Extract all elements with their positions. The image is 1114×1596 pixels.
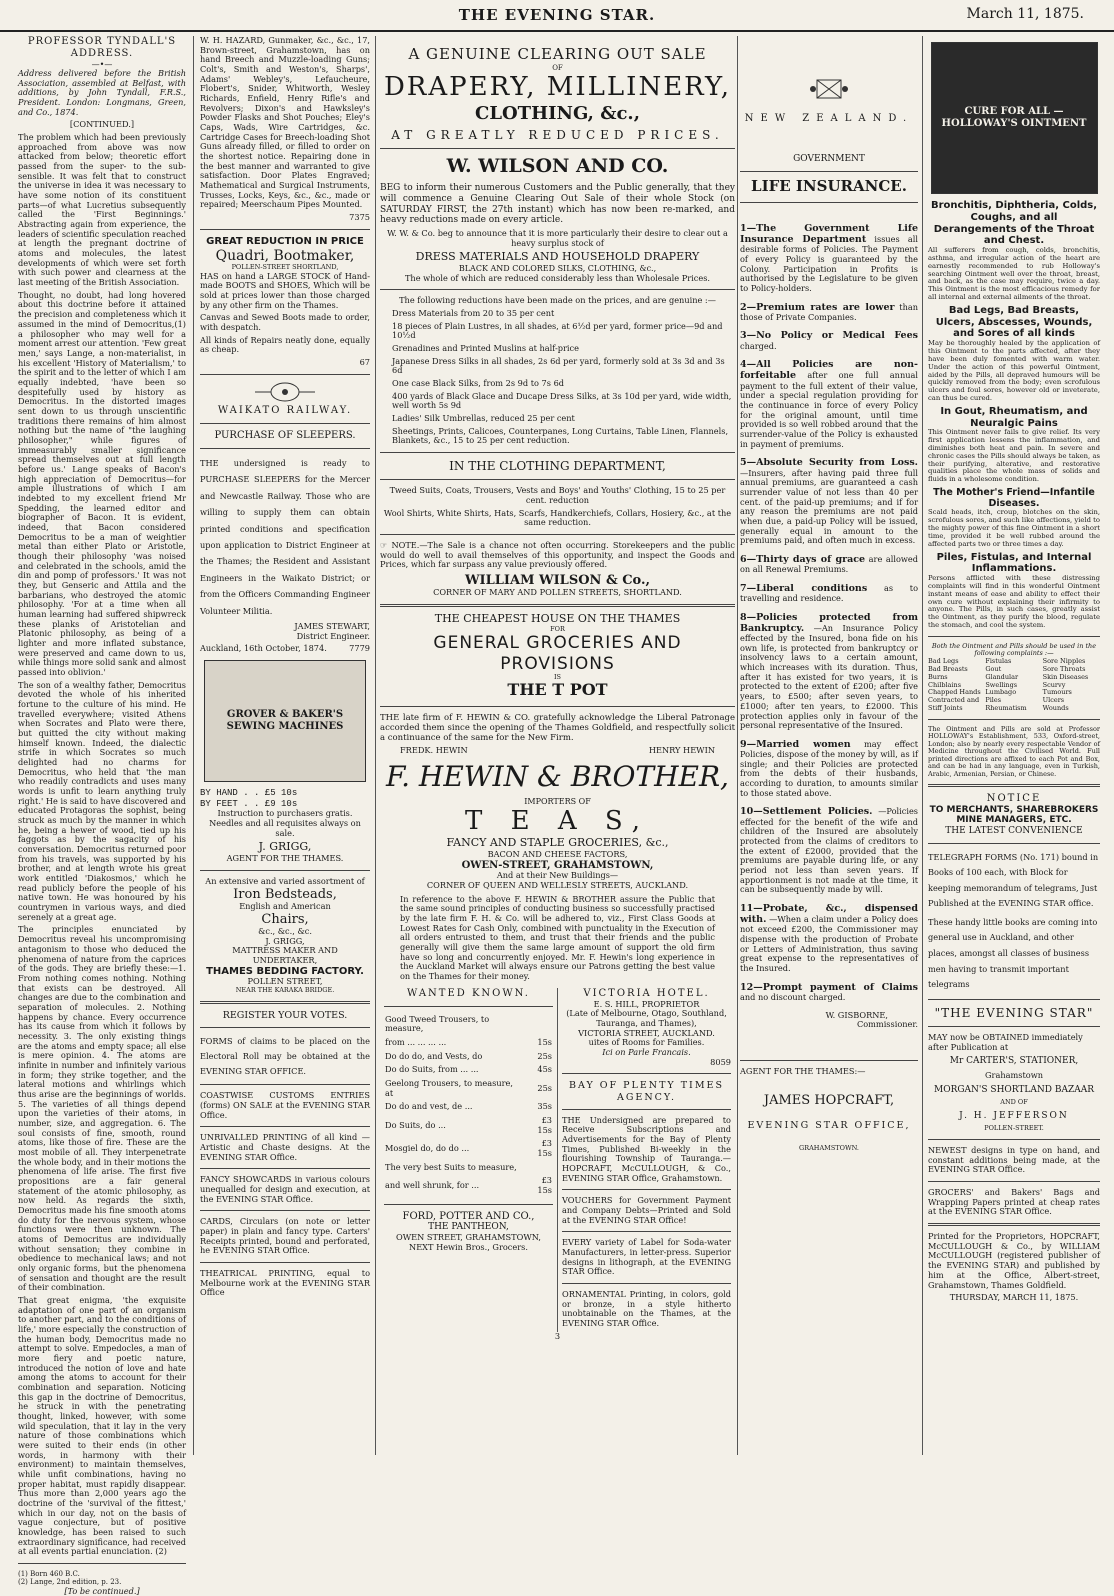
- ad-heading: TO MERCHANTS, SHAREBROKERS: [929, 804, 1099, 815]
- divider: [928, 636, 1100, 637]
- masthead: THE EVENING STAR.: [458, 6, 656, 24]
- column-rule: [737, 36, 738, 1455]
- ad-heading: NOTICE: [986, 792, 1042, 804]
- ad-heading: Bad Legs, Bad Breasts, Ulcers, Abscesses, Wounds, and Sores of all kinds: [935, 304, 1093, 340]
- ad-heading: The Mother's Friend—Infantile Diseases.: [933, 487, 1095, 510]
- article-paragraph: That great enigma, 'the exquisite adaptation of one part of an organism to another part, and to the conditions of life,' more especially the construction of the human body, Democritus made no attempt to solve. Empedocles, a man of more fiery and poetic nature, introduced the notion of love and hate among the atoms to account for their combination and separation. Noticing this gap in the doctrine of Democritus, he struck in with the penetrating thought, linked, however, with some wild speculation, that it lay in the very nature of those combinations which were suited to their ends (in other words, in harmony with their environment) to maintain themselves, while unfit combinations, having no proper habitat, must rapidly disappear. Thus more than 2,000 years ago the doctrine of the 'survival of the fittest,' which in our day, not on the basis of vague conjecture, but of positive knowledge, has been raised to such extraordinary significance, had received at all events partial enunciation. (2): [18, 1295, 186, 1557]
- article-paragraph: The son of a wealthy father, Democritus devoted the whole of his inherited fortune to the culture of his mind. He travelled everywhere; visited Athens when Socrates and Plato were there, but quitted the city without making himself known. Indeed, the dialectic strife in which Socrates so much delighted had no charms for Democritus, who held that 'the man who readily contradicts and uses many words is unfit to learn anything truly right.' He is said to have discovered and educated Protagoras the sophist, being struck as much by the manner in which he, being a hewer of wood, tied up his faggots as by the sagacity of his conversation. Democritus returned poor from his travels, was supported by his brother, and at length wrote his great work entitled 'Diakosmos,' which he read publicly before the people of his native town. He was honoured by his countrymen in various ways, and died serenely at a great age.: [18, 679, 186, 922]
- ad-heading: THE T POT: [507, 680, 608, 700]
- divider: [380, 289, 735, 290]
- divider: [562, 1073, 731, 1074]
- ornament-rule: —•—: [91, 59, 113, 69]
- divider: [380, 479, 735, 480]
- divider: [562, 1109, 731, 1110]
- price-item: Grenadines and Printed Muslins at half-price: [392, 342, 579, 353]
- ad-text: THE undersigned is ready to PURCHASE SLEEPERS for the Mercer and Newcastle Railway. Those who are willing to supply them can obtain printed conditions and specification upon application to District Engineer at the Thames; the Resident and Assistant Engineers in the Waikato District; or from the Officers Commanding Engineer Volunteer Militia.: [200, 458, 370, 616]
- page-header: [0, 0, 1114, 32]
- divider: [200, 448, 370, 449]
- wanted-table: [384, 1013, 553, 1198]
- list-item: 2—Premium rates are lower than those of Private Companies.: [740, 301, 918, 322]
- ad-heading: GREAT REDUCTION IN PRICE: [206, 235, 364, 247]
- divider: [200, 870, 370, 871]
- divider: [200, 1168, 370, 1169]
- imprint: Printed for the Proprietors, HOPCRAFT, McCULLOUGH & Co., by WILLIAM McCULLOUGH (registered publisher of the EVENING STAR) and published by him at the Office, Albert-street, Grahamstown, Thames Goldfield.: [928, 1231, 1100, 1290]
- ad-text: ☞ NOTE.—The Sale is a chance not often occurring. Storekeepers and the public would do well to avail themselves of this opportunity, and inspect the Goods and Prices, which far surpass any value previously offered.: [380, 539, 735, 570]
- ad-text: THE PANTHEON,: [428, 1222, 509, 1233]
- list-item: 12—Prompt payment of Claims and no discount charged.: [740, 981, 918, 1002]
- ad-text: Canvas and Sewed Boots made to order, with despatch.: [200, 312, 370, 333]
- signature: W. GISBORNE,: [825, 1009, 888, 1020]
- ad-heading: PURCHASE OF SLEEPERS.: [214, 430, 356, 442]
- ad-text: BEG to inform their numerous Customers and the Public generally, that they will commence a Genuine Clearing Out Sale of their whole Stock (on SATURDAY FIRST, the 27th instant) which has now been re-marked, and heavy reductions made on every article.: [380, 183, 735, 226]
- column-drapery: [380, 36, 735, 1455]
- article-paragraph: The principles enunciated by Democritus reveal his uncompromising antagonism to those who deduced the phenomena of nature from the caprices of the gods. They are briefly these:—1. From nothing comes nothing. Nothing that exists can be destroyed. All changes are due to the combination and separation of molecules. 2. Nothing happens by chance. Every occurrence has its cause from which it follows by necessity. 3. The only existing things are the atoms and empty space; all else is mere opinion. 4. The atoms are infinite in number and infinitely various in form; they strike together, and the lateral motions and whirlings which thus arise are the beginnings of worlds. 5. The varieties of all things depend upon the varieties of their atoms, in number, size, and aggregation. 6. The soul consists of fine, smooth, round atoms, like those of fire. These are the most mobile of all. They interpenetrate the whole body, and in their motions the phenomena of life arise. The first five propositions are a fair general statement of the atomic philosophy, as now held. As regards the sixth, Democritus made his fine smooth atoms do duty for the nervous system, whose functions were then unknown. The atoms of Democritus are individually without sensation; they combine in obedience to mechanical laws; and not only organic forms, but the phenomena of sensation and thought are the result of their combination.: [18, 924, 186, 1293]
- ad-text: uites of Rooms for Families.: [588, 1037, 705, 1048]
- divider: [928, 1181, 1100, 1182]
- column-ads-left: [200, 36, 370, 1455]
- ad-text: AND OF: [1000, 1098, 1028, 1107]
- ad-text: POLLEN STREET,: [247, 976, 323, 987]
- ad-text: And at their New Buildings—: [496, 870, 619, 881]
- divider: [740, 171, 918, 172]
- divider: [928, 784, 1100, 787]
- ad-text: May be thoroughly healed by the application of this Ointment to the parts affected, after they have been duly fomented with warm water. Under the action of this powerful Ointment, aided by the Pills, all depraved humours will be quickly removed from the body; even scrofulous ulcers and foul sores, however old or inveterate, can thus be cured.: [928, 339, 1100, 402]
- divider: [928, 843, 1100, 844]
- divider: [200, 374, 370, 375]
- divider: [928, 1139, 1100, 1140]
- divider: [200, 1027, 370, 1028]
- ad-text: OWEN STREET, GRAHAMSTOWN,: [395, 1232, 541, 1243]
- divider: [200, 423, 370, 424]
- ad-heading: Quadri, Bootmaker,: [215, 247, 355, 264]
- ad-heading: REGISTER YOUR VOTES.: [222, 1009, 348, 1021]
- ad-text: EVERY variety of Label for Soda-water Manufacturers, in letter-press. Superior designs in lithograph, at the EVENING STAR Office.: [562, 1237, 731, 1277]
- ad-text: VICTORIA STREET, AUCKLAND.: [578, 1027, 715, 1038]
- footnote: (2) Lange, 2nd edition, p. 23.: [18, 1578, 122, 1587]
- to-be-continued: [To be continued.]: [64, 1585, 140, 1596]
- page-number: 3: [554, 1330, 561, 1341]
- column-insurance: [740, 36, 918, 1455]
- ad-heading: FANCY AND STAPLE GROCERIES, &c.,: [446, 835, 669, 849]
- divider: [740, 202, 918, 203]
- ad-text: HAS on hand a LARGE STOCK of Hand-made BOOTS and SHOES, Which will be sold at prices lower than those charged by any other firm on the Thames.: [200, 270, 370, 310]
- ad-heading: GENERAL GROCERIES AND PROVISIONS: [433, 633, 682, 674]
- divider: [562, 1189, 731, 1190]
- ad-heading: Chairs,: [261, 911, 309, 927]
- ad-text: FORMS of claims to be placed on the Electoral Roll may be obtained at the EVENING STAR OFFICE.: [200, 1036, 370, 1076]
- ad-text: OF: [552, 63, 563, 72]
- ad-text: TELEGRAPH FORMS (No. 171) bound in Books of 100 each, with Block for keeping memorandum of telegrams, Just Published at the EVENING STAR office.: [928, 851, 1099, 909]
- ad-text: Scald heads, itch, croup, blotches on the skin, scrofulous sores, and such like affections, yield to the mighty power of this fine Ointment in a short time, provided it be well rubbed around the affected parts two or three times a day.: [928, 508, 1100, 548]
- ad-text: CORNER OF QUEEN AND WELLESLY STREETS, AUCKLAND.: [426, 880, 689, 891]
- signature-title: District Engineer.: [296, 630, 370, 641]
- divider: [740, 1060, 918, 1061]
- ad-number: 67: [359, 357, 370, 368]
- ad-text: POLLEN-STREET.: [984, 1124, 1044, 1133]
- table-row: Mosgiel do, do do ... £3 15s: [385, 1138, 552, 1158]
- ad-heading: Iron Bedsteads,: [233, 886, 337, 902]
- table-row: Good Tweed Trousers, to measure,: [385, 1013, 490, 1034]
- ad-text: These handy little books are coming into general use in Auckland, and other places, amongst all classes of business men having to transmit important telegrams: [928, 916, 1098, 990]
- divider: [928, 1223, 1100, 1226]
- footnote: (1) Born 460 B.C.: [18, 1570, 80, 1579]
- article-paragraph: The problem which had been previously approached from above was now attacked from below; theoretic effort passed from the super- to the sub-sensible. It was felt that to construct the universe in idea it was necessary to have some notion of its constituent parts—of what Lucretius subsequently called the 'First Beginnings.' Abstracting again from experience, the leaders of scientific speculation reached at length the pregnant doctrine of atoms and molecules, the latest developments of which were set forth with such power and clearness at the last meeting of the British Association.: [18, 132, 186, 288]
- ad-text: THE Undersigned are prepared to Receive Subscriptions and Advertisements for the Bay of Plenty Times, Published Bi-weekly in the flourishing Township of Tauranga.— HOPCRAFT, McCULLOUGH, & Co., EVENING STAR Office, Grahamstown.: [562, 1114, 731, 1183]
- ad-heading: JAMES HOPCRAFT,: [763, 1092, 895, 1108]
- divider: [928, 1026, 1100, 1027]
- ad-text: An extensive and varied assortment of: [205, 876, 365, 886]
- table-row: and well shrunk, for ... £3 15s: [385, 1175, 552, 1195]
- ad-heading: THE LATEST CONVENIENCE: [945, 825, 1083, 836]
- ad-text: UNRIVALLED PRINTING of all kind —Artistic and Chaste designs. At the EVENING STAR Office.: [200, 1132, 370, 1162]
- ad-name: J. GRIGG,: [258, 840, 312, 854]
- continued-label: [CONTINUED.]: [69, 119, 135, 130]
- ad-heading: THE CHEAPEST HOUSE ON THE THAMES: [434, 611, 681, 625]
- ad-text: AGENT FOR THE THAMES:—: [740, 1065, 866, 1076]
- ad-name: J. GRIGG,: [265, 935, 305, 946]
- table-row: from ... ... ... ... 15s: [385, 1036, 552, 1047]
- ad-text: MORGAN'S SHORTLAND BAZAAR: [933, 1084, 1095, 1095]
- ad-text: All sufferers from cough, colds, bronchitis, asthma, and irregular action of the heart are earnestly recommended to rub Holloway's searching Ointment well over the throat, breast, and back, as the case may require, twice a day. This Ointment is the most efficacious remedy for all internal and external ailments of the throat.: [928, 246, 1100, 302]
- ad-heading: DRESS MATERIALS AND HOUSEHOLD DRAPERY: [415, 250, 700, 264]
- ad-text: &c., &c., &c.: [258, 926, 312, 936]
- column-rule: [922, 36, 923, 1455]
- ad-heading: WAIKATO RAILWAY.: [217, 405, 353, 417]
- price-line: BY HAND . . £5 10s: [200, 788, 298, 799]
- ad-heading: AT GREATLY REDUCED PRICES.: [391, 127, 724, 142]
- signature: FREDK. HEWIN: [400, 745, 468, 756]
- ad-text: E. S. HILL, PROPRIETOR: [593, 998, 700, 1009]
- hazard-ad: W. H. HAZARD, Gunmaker, &c., &c., 17, Brown-street, Grahamstown, has on hand Breech and Muzzle-loading Guns; Colt's, Smith and Weston's, Sharps', Adams' Webley's, Lefaucheure, Flobert's, Snider, Whitworth, Wesley Richards, Enfield, Henry Rifle's and Revolvers; Dixon's and Hawksley's Powder Flasks and Shot Pouches; Eley's Caps, Wads, Wire Cartridges, &c. Cartridge Cases for Breech-loading Shot Guns already filled, or filled to order on the shortest notice. Repairing done in the best manner and warranted to give satisfaction. Door Plates Engraved; Mathematical and Surgical Instruments, Trusses, Locks, Keys, &c., &c., made or repaired; Meerschaum Pipes Mounted.: [200, 35, 370, 210]
- hewin-arc-title: F. HEWIN & BROTHER,: [386, 759, 729, 793]
- ad-text: ORNAMENTAL Printing, in colors, gold or bronze, in a style hitherto unobtainable on the Thames, at the EVENING STAR Office.: [562, 1289, 731, 1329]
- ad-heading: Bronchitis, Diphtheria, Colds, Coughs, and all Derangements of the Throat and Chest.: [930, 200, 1098, 247]
- ad-heading: Piles, Fistulas, and Internal Inflammations.: [936, 551, 1092, 575]
- ad-text: IMPORTERS OF: [524, 796, 591, 806]
- ad-text: The whole of which are reduced considerably less than Wholesale Prices.: [404, 272, 711, 283]
- complaint-list: Bad Legs Bad Breasts Burns Chilblains Chapped Hands Contracted and Stiff Joints Fistulas Gout Glandular Swellings Lumbago Piles Rheumatism Sore Nipples Sore Throats Skin Diseases Scurvy Tumours Ulcers Wounds: [928, 657, 1089, 712]
- ad-text: Mr CARTER'S, STATIONER,: [949, 1056, 1079, 1067]
- ad-text: MATTRESS MAKER AND UNDERTAKER,: [232, 945, 338, 966]
- ad-number: 7375: [349, 212, 370, 223]
- ad-text: Tweed Suits, Coats, Trousers, Vests and Boys' and Youths' Clothing, 15 to 25 per cent. reduction: [389, 485, 726, 505]
- divider: [18, 1563, 186, 1564]
- ad-text: This Ointment never fails to give relief. Its very first application lessens the inflammation, and diminishes both heat and pain. In severe and chronic cases the Pills should always be taken, as their purifying, alterative, and restorative qualities place the whole mass of solids and fluids in a wholesome condition.: [928, 428, 1100, 484]
- price-item: 18 pieces of Plain Lustres, in all shades, at 6½d per yard, former price—9d and 10½d: [392, 320, 723, 341]
- price-item: Ladies' Silk Umbrellas, reduced 25 per cent: [392, 412, 575, 423]
- ad-heading: WANTED KNOWN.: [407, 987, 530, 999]
- ad-text: All kinds of Repairs neatly done, equally as cheap.: [200, 334, 370, 355]
- signature-title: Commissioner.: [856, 1019, 918, 1030]
- divider: [562, 1231, 731, 1232]
- article-title: PROFESSOR TYNDALL'S ADDRESS.: [27, 36, 177, 59]
- table-row: Do Suits, do ... £3 15s: [385, 1114, 552, 1135]
- ad-text: W. W. & Co. beg to announce that it is more particularly their desire to clear out a heavy surplus stock of: [387, 227, 728, 248]
- list-item: 3—No Policy or Medical Fees charged.: [740, 330, 918, 351]
- divider: [380, 534, 735, 535]
- list-item: 1—The Government Life Insurance Department issues all desirable forms of Policies. The Payment of every Policy is guaranteed by the Colony. Participation in Profits is authorised by the Legislature to be given to Policy-holders.: [740, 222, 918, 293]
- divider: [384, 1006, 553, 1007]
- ad-text: NEAR THE KARAKA BRIDGE.: [235, 986, 335, 995]
- price-item: Sheetings, Prints, Calicoes, Counterpanes, Long Curtains, Table Linen, Flannels, Blankets, &c., 15 to 25 per cent reduction.: [392, 425, 729, 446]
- list-item: 7—Liberal conditions as to travelling and residence.: [740, 582, 919, 604]
- ad-text: FOR: [550, 624, 565, 633]
- divider: [384, 1204, 553, 1205]
- ad-heading: CLOTHING, &c.,: [475, 102, 640, 124]
- ad-heading: VICTORIA HOTEL.: [583, 987, 710, 999]
- holloway-illustration: CURE FOR ALL — HOLLOWAY'S OINTMENT: [931, 42, 1098, 194]
- imprint-date: THURSDAY, MARCH 11, 1875.: [949, 1292, 1079, 1303]
- ad-heading: THAMES BEDDING FACTORY.: [206, 965, 364, 977]
- ad-text: The Ointment and Pills are sold at Professor HOLLOWAY's Establishment, 533, Oxford-street, London; also by nearly every respectable Vendor of Medicine throughout the Civilised World. Full printed directions are affixed to each Pot and Box, and can be had in any language, even in Turkish, Arabic, Armenian, Persian, or Chinese.: [928, 724, 1100, 778]
- ad-text: CORNER OF MARY AND POLLEN STREETS, SHORTLAND.: [433, 587, 682, 598]
- ad-heading: In Gout, Rheumatism, and Neuralgic Pains: [940, 405, 1088, 429]
- column-rule: [193, 36, 194, 1455]
- ad-text: THE late firm of F. HEWIN & CO. gratefully acknowledge the Liberal Patronage accorded them since the opening of the Thames Goldfield, and respectfully solicit a continuance of the same for the New Firm.: [380, 713, 735, 744]
- ad-text: Grahamstown: [985, 1069, 1043, 1080]
- ad-heading: LIFE INSURANCE.: [751, 177, 907, 196]
- list-item: 11—Probate, &c., dispensed with. —When a claim under a Policy does not exceed £200, the Commissioner may dispense with the production of Probate or Letters of Administration, thus saving great expense to the representatives of the Insured.: [740, 902, 918, 974]
- divider: [200, 1262, 370, 1263]
- ad-heading: MINE MANAGERS, ETC.: [956, 815, 1072, 826]
- divider: [200, 229, 370, 230]
- ad-text: (Late of Melbourne, Otago, Southland, Tauranga, and Thames),: [566, 1008, 727, 1028]
- ad-text: NEXT Hewin Bros., Grocers.: [409, 1241, 528, 1252]
- signature: HENRY HEWIN: [648, 745, 715, 756]
- ad-number: 7779: [349, 643, 370, 654]
- ad-heading: W. WILSON AND CO.: [446, 155, 669, 177]
- dateline: Auckland, 16th October, 1874.: [200, 643, 327, 654]
- divider: [562, 1283, 731, 1284]
- crest-icon: [200, 381, 370, 406]
- divider: [380, 706, 735, 707]
- ad-heading: A GENUINE CLEARING OUT SALE: [408, 45, 707, 63]
- divider: [380, 452, 735, 453]
- list-item: 9—Married women may effect Policies, dispose of the money by will, as if single; and their Policies are protected from the debts of their husbands, according to duration, to amounts similar to those stated above.: [740, 738, 918, 798]
- divider: [200, 1084, 370, 1085]
- column-rule: [375, 36, 376, 1455]
- table-row: The very best Suits to measure,: [385, 1161, 517, 1172]
- ad-heading: BAY OF PLENTY TIMES AGENCY.: [569, 1080, 724, 1103]
- divider: [928, 719, 1100, 720]
- list-item: 6—Thirty days of grace are allowed on all Renewal Premiums.: [740, 553, 918, 575]
- ad-text: Persons afflicted with these distressing complaints will find in this wonderful Ointment instant means of ease and ability to effect their own cure without explaining their infirmity to anyone. The Pills, in such cases, greatly assist the Ointment, as they purify the blood, regulate the stomach, and cool the system.: [928, 574, 1100, 629]
- ad-text: Instruction to purchasers gratis. Needles and all requisites always on sale.: [209, 808, 361, 838]
- ad-text: BACON AND CHEESE FACTORS,: [487, 848, 628, 859]
- ad-heading: WILLIAM WILSON & Co.,: [464, 572, 651, 588]
- ad-text: THEATRICAL PRINTING, equal to Melbourne work at the EVENING STAR Office: [200, 1268, 370, 1298]
- ad-text: Both the Ointment and Pills should be used in the following complaints :—: [931, 641, 1097, 658]
- ad-heading: T E A S,: [464, 806, 651, 837]
- price-item: 400 yards of Black Glace and Ducape Dress Silks, at 3s 10d per yard, wide width, well worth 5s 9d: [392, 390, 732, 411]
- ad-text: Wool Shirts, White Shirts, Hats, Scarfs, Handkerchiefs, Collars, Hosiery, &c., at the same reduction.: [383, 507, 732, 528]
- table-row: Do do Suits, from ... ... 45s: [385, 1064, 552, 1075]
- article-subtitle: Address delivered before the British Association, assembled at Belfast, with additions, by John Tyndall, F.R.S., President. London: Longmans, Green, and Co., 1874.: [18, 68, 186, 117]
- ad-text: VOUCHERS for Government Payment and Company Debts—Printed and Sold at the EVENING STAR Office!: [562, 1195, 731, 1225]
- ad-address: POLLEN-STREET SHORTLAND,: [231, 263, 339, 272]
- divider: [928, 999, 1100, 1000]
- signature: JAMES STEWART,: [294, 621, 370, 632]
- column-holloway: [928, 36, 1100, 1455]
- ad-text: BLACK AND COLORED SILKS, CLOTHING, &c.,: [458, 264, 657, 274]
- ad-text: AGENT FOR THE THAMES.: [226, 853, 344, 864]
- ad-heading: FORD, POTTER AND CO.,: [402, 1210, 535, 1222]
- crest-icon: [740, 76, 918, 105]
- ad-text: COASTWISE CUSTOMS ENTRIES (forms) ON SALE at the EVENING STAR Office.: [200, 1090, 370, 1120]
- ad-text: OWEN-STREET, GRAHAMSTOWN,: [461, 859, 654, 871]
- divider: [380, 604, 735, 607]
- ad-text: IS: [553, 672, 562, 681]
- list-item: 4—All Policies are non-forfeitable after one full annual payment to the full extent of their value, under a special regulation providing for the continuance in force of every Policy for the original amount, until time provided is so well robbed around that the surrender-value of the Policy is exhausted in payment of premiums.: [740, 359, 918, 449]
- divider: [380, 148, 735, 149]
- ad-text: GROCERS' and Bakers' Bags and Wrapping Papers printed at cheap rates at the EVENING STAR Office.: [928, 1187, 1100, 1217]
- ad-text: GRAHAMSTOWN.: [799, 1144, 859, 1153]
- divider: [200, 1126, 370, 1127]
- issue-date: March 11, 1875.: [966, 6, 1084, 22]
- divider: [200, 1001, 370, 1004]
- table-row: Do do and vest, de ... 35s: [385, 1101, 552, 1112]
- divider: [200, 1210, 370, 1211]
- ad-text: FANCY SHOWCARDS in various colours unequalled for design and execution, at the EVENING STAR Office.: [200, 1174, 370, 1204]
- sewing-machine-illustration: GROVER & BAKER'S SEWING MACHINES: [204, 660, 366, 782]
- price-item: Dress Materials from 20 to 35 per cent: [392, 307, 555, 318]
- ad-text: MAY now be OBTAINED immediately after Publication at: [928, 1031, 1083, 1052]
- ad-text: In reference to the above F. HEWIN & BROTHER assure the Public that the same sound principles of conducting business so successfully practised by the late firm F. H. & Co. will be adhered to, viz., First Class Goods at Lowest Rates for Cash Only, combined with punctuality in the Execution of all orders entrusted to them, and trust that their friends and the public generally will give them the same large amount of support the old firm have so long and concurrently enjoyed. Mr. F. Hewin's long experience in the Auckland Market will always ensure our Patrons getting the best value on the Thames for their money.: [400, 893, 715, 982]
- list-item: 5—Absolute Security from Loss. —Insurers, after having paid three full annual premiums, are guaranteed a cash surrender value of not less than 40 per cent. of the paid-up premiums; and if for any reason the premiums are not paid when due, a paid-up Policy will be issued, generally equal in amount to the premiums paid, and often much in excess.: [740, 457, 918, 546]
- ad-heading: IN THE CLOTHING DEPARTMENT,: [449, 459, 666, 473]
- price-item: Japanese Dress Silks in all shades, 2s 6d per yard, formerly sold at 3s 3d and 3s 6d: [392, 355, 725, 376]
- article-paragraph: Thought, no doubt, had long hovered about this doctrine before it attained the precision and completeness which it assumed in the mind of Democritus,(1) a philosopher who may well for a moment arrest our attention. 'Few great men,' says Lange, a non-materialist, in his excellent 'History of Materialism,' to the spirit and to the letter of which I am equally indebted, 'have been so despitefully used by history as Democritus. In the distorted images sent down to us through unscientific traditions there remains of him almost nothing but the name of "the laughing philosopher," while figures of immeasurably smaller significance spread themselves out at full length before us.' Lange speaks of Bacon's high appreciation of Democritus—for ample illustrations of which I am indebted to my excellent friend Mr Spedding, the learned editor and biographer of Bacon. It is evident, indeed, that Bacon considered Democritus to be a man of weightier metal than either Plato or Aristotle, though their philosophy 'was noised and celebrated in the schools, amid the din and pomp of professors.' It was not they, but Genseric and Attila and the barbarians, who destroyed the atomic philosophy. 'For at a time when all human learning had suffered shipwreck these planks of Aristotelian and Platonic philosophy, as being of a lighter and more inflated substance, were preserved and came down to us, while things more solid sank and almost passed into oblivion.': [18, 289, 186, 678]
- ad-text: J. H. JEFFERSON: [959, 1110, 1069, 1121]
- ad-text: English and American: [239, 901, 331, 911]
- table-row: Geelong Trousers, to measure, at 25s: [385, 1077, 552, 1098]
- ad-heading: EVENING STAR OFFICE,: [747, 1119, 911, 1131]
- ad-text: Ici on Parle Francais.: [602, 1046, 691, 1057]
- ad-number: 8059: [710, 1056, 731, 1067]
- ad-text: NEWEST designs in type on hand, and constant additions being made, at the EVENING STAR Office.: [928, 1145, 1100, 1175]
- ad-heading: NEW ZEALAND.: [744, 112, 914, 124]
- ad-heading: DRAPERY, MILLINERY,: [383, 71, 732, 102]
- list-item: 8—Policies protected from Bankruptcy. —An Insurance Policy effected by the Insured, bona fide on his own life, is protected from bankruptcy or insolvency laws to a certain amount, which increases with its duration. Thus, after it has existed for two years, it is protected to the extent of £200; after five years, to £500; after seven years, to £1000; after ten years, to £2000. This protection applies only in favour of the personal representative of the Insured.: [740, 611, 918, 731]
- list-item: 10—Settlement Policies. —Policies effected for the benefit of the wife and children of the Insured are absolutely protected from the claims of creditors to the extent of £2000, provided that the premiums are payable during life, or any period not less than seven years. If apportionment is not made at the time, it can be subsequently made by will.: [740, 806, 918, 895]
- ad-text: GOVERNMENT: [793, 154, 865, 165]
- ad-heading: "THE EVENING STAR": [934, 1005, 1094, 1020]
- price-line: BY FEET . . £9 10s: [200, 798, 298, 809]
- column-tyndall: [18, 36, 186, 1596]
- ad-text: CARDS, Circulars (on note or letter paper) in plain and fancy type. Carters' Receipts printed, bound and perforated, he EVENING STAR Office.: [200, 1216, 370, 1256]
- price-item: One case Black Silks, from 2s 9d to 7s 6d: [392, 377, 565, 388]
- table-row: Do do do, and Vests, do 25s: [385, 1050, 552, 1061]
- ad-text: The following reductions have been made on the prices, and are genuine :—: [399, 295, 716, 306]
